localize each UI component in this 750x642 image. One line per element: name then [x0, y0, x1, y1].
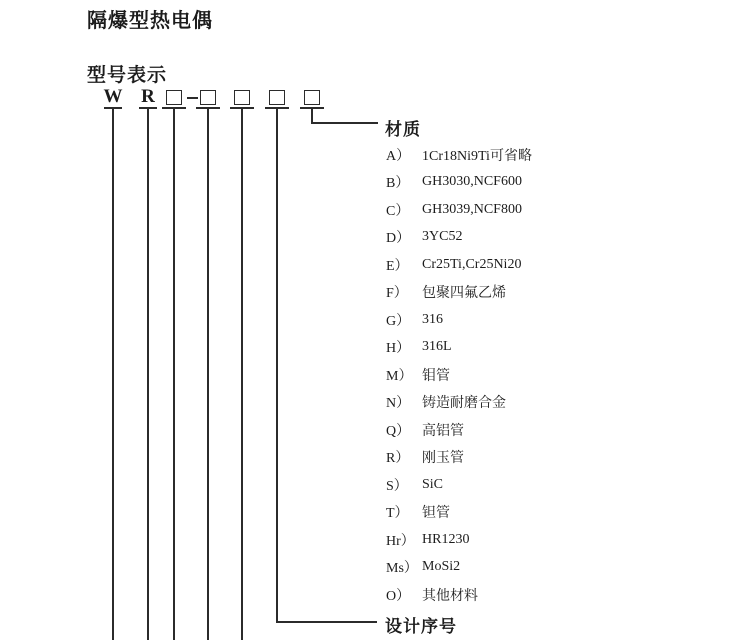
material-item-value: 其他材料 — [422, 588, 478, 604]
material-item-key: T） — [386, 506, 409, 522]
material-item-key: D） — [386, 231, 411, 247]
material-item — [386, 169, 716, 197]
material-item — [386, 224, 716, 252]
code-box-3 — [234, 90, 250, 105]
material-item-key: A） — [386, 148, 411, 164]
material-item-value: GH3030,NCF600 — [422, 174, 522, 190]
material-item-value: 316 — [422, 311, 443, 327]
material-item-key: C） — [386, 203, 410, 219]
material-item — [386, 581, 716, 609]
material-item-key: Ms） — [386, 561, 418, 577]
page-title: 隔爆型热电偶 — [87, 10, 213, 32]
material-item-key: B） — [386, 176, 410, 192]
connector-line-box-3 — [241, 109, 243, 640]
material-item-key: H） — [386, 341, 411, 357]
material-item — [386, 306, 716, 334]
material-item-value: SiC — [422, 476, 444, 492]
connector-line-box-1 — [173, 109, 175, 640]
material-item-value: Cr25Ti,Cr25Ni20 — [422, 256, 522, 272]
code-letter-r: R — [141, 86, 155, 107]
code-separator-dash — [187, 97, 198, 99]
material-item-key: M） — [386, 368, 413, 384]
material-item-value: 刚玉管 — [422, 451, 464, 467]
material-item-key: G） — [386, 313, 411, 329]
material-item-value: GH3039,NCF800 — [422, 201, 522, 217]
material-item — [386, 444, 716, 472]
material-item-key: F） — [386, 286, 408, 302]
material-item-value: 铸造耐磨合金 — [422, 396, 506, 412]
section-title: 型号表示 — [87, 65, 168, 86]
connector-line-w — [112, 109, 114, 640]
material-item — [386, 141, 716, 169]
code-box-5 — [304, 90, 320, 105]
material-item-value: 高铝管 — [422, 423, 464, 439]
material-list — [386, 141, 716, 609]
material-item — [386, 471, 716, 499]
code-box-4 — [269, 90, 285, 105]
material-item — [386, 416, 716, 444]
material-item-value: HR1230 — [422, 531, 470, 547]
code-box-1 — [166, 90, 182, 105]
design-serial-label: 设计序号 — [385, 617, 457, 636]
material-item — [386, 526, 716, 554]
material-item-value: 钽管 — [422, 506, 450, 522]
material-item — [386, 499, 716, 527]
material-item — [386, 389, 716, 417]
material-item-value: 钼管 — [422, 368, 450, 384]
material-item — [386, 334, 716, 362]
material-item — [386, 361, 716, 389]
material-item-key: N） — [386, 396, 411, 412]
code-box-2 — [200, 90, 216, 105]
material-item — [386, 196, 716, 224]
material-item-key: E） — [386, 258, 409, 274]
material-label: 材质 — [385, 120, 421, 139]
material-item — [386, 554, 716, 582]
connector-line-r — [147, 109, 149, 640]
material-item-value: 3YC52 — [422, 229, 463, 245]
material-item — [386, 251, 716, 279]
material-item-value: MoSi2 — [422, 559, 461, 575]
material-item-value: 1Cr18Ni9Ti可省略 — [422, 148, 532, 164]
material-item — [386, 279, 716, 307]
connector-elbow-material — [311, 122, 378, 124]
material-item-value: 316L — [422, 339, 452, 355]
material-item-key: O） — [386, 588, 411, 604]
material-item-key: R） — [386, 451, 410, 467]
material-item-key: Q） — [386, 423, 411, 439]
connector-line-box-2 — [207, 109, 209, 640]
material-item-value: 包聚四氟乙烯 — [422, 286, 506, 302]
connector-line-box-4 — [276, 109, 278, 623]
connector-elbow-design-serial — [276, 621, 377, 623]
code-letter-w: W — [103, 86, 123, 107]
material-item-key: S） — [386, 478, 408, 494]
material-item-key: Hr） — [386, 533, 415, 549]
